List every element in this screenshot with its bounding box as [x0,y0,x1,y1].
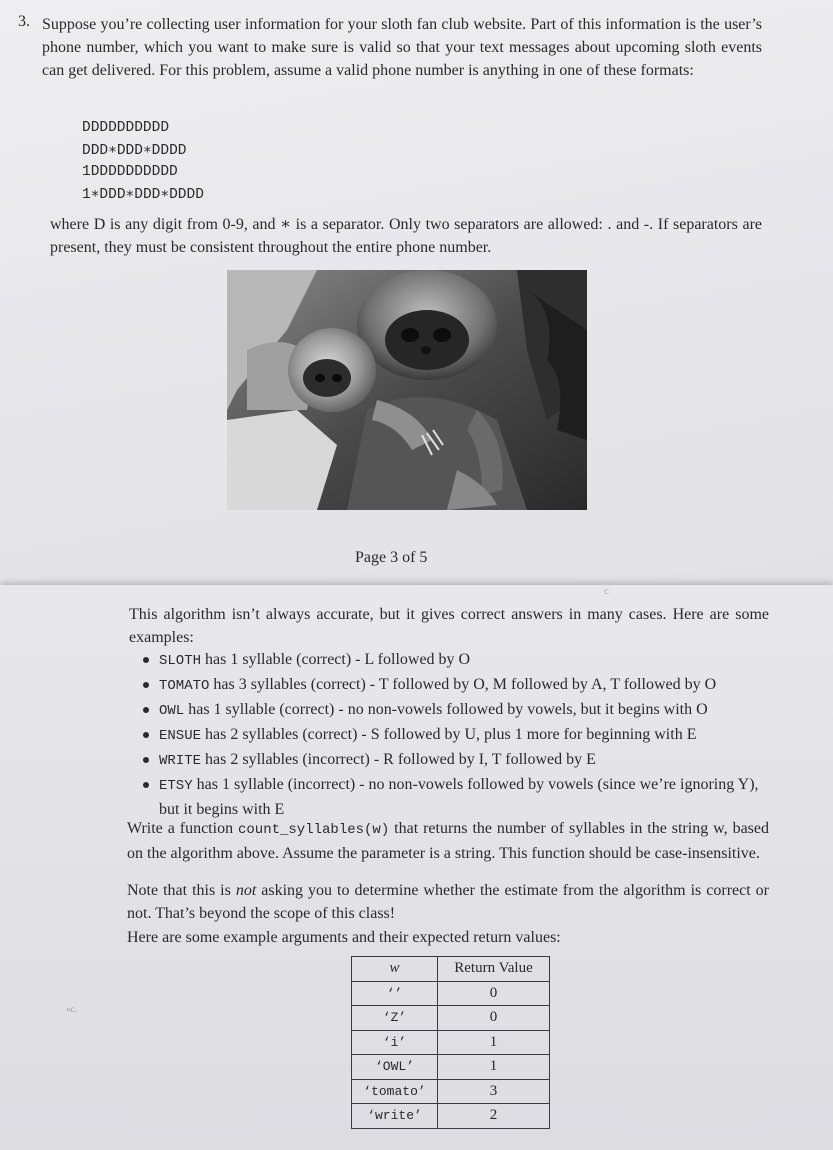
note-pre: Note that this is [127,882,236,899]
list-item [143,773,773,821]
pencil-mark: c [604,585,609,597]
table-row [352,1006,550,1031]
table-cell-arg: ‘’ [352,981,438,1006]
table-cell-value: 3 [438,1079,550,1104]
pencil-smudge: «c. [66,1004,77,1014]
table-cell-arg: ‘i’ [352,1030,438,1055]
bullet-icon [143,757,149,763]
table-cell-value: 1 [438,1030,550,1055]
example-desc: has 1 syllable (correct) - L followed by O [201,651,471,668]
task-text-pre: Write a function [127,820,238,837]
bullet-icon [143,782,149,788]
example-desc: has 2 syllables (incorrect) - R followed by I, T followed by E [201,751,596,768]
note [127,879,769,925]
list-item [143,748,773,773]
question-intro: Suppose you’re collecting user information for your sloth fan club website. Part of this information is the user’s phone number, which you want to make sure is valid so that your text messages about upcoming sloth events can get delivered. For this problem, assume a valid phone number is anything in one of these formats: [42,16,762,79]
sloth-photo-image [227,270,587,510]
examples-list [143,648,773,821]
example-word: WRITE [159,753,202,769]
example-word: ENSUE [159,728,202,744]
list-item [143,648,773,673]
table-row [352,981,550,1006]
bullet-icon [143,732,149,738]
table-cell-arg: ‘write’ [352,1104,438,1129]
sloth-photo [227,270,587,510]
bullet-icon [143,657,149,663]
return-values-table [351,956,550,1129]
table-cell-value: 0 [438,981,550,1006]
separator-rules: where D is any digit from 0-9, and ∗ is a separator. Only two separators are allowed: . and -. If separators are present, they must be consistent throughout the entire phone number. [50,216,762,256]
function-signature: count_syllables(w) [238,822,390,838]
format-line: 1∗DDD∗DDD∗DDDD [82,187,204,203]
example-desc: has 3 syllables (correct) - T followed by O, M followed by A, T followed by O [209,676,717,693]
task-description [127,817,769,865]
table-cell-arg: ‘OWL’ [352,1055,438,1080]
column-header-return: Return Value [438,957,550,982]
example-word: ETSY [159,778,193,794]
table-cell-arg: ‘Z’ [352,1006,438,1031]
task-text-post: that returns the number of syllables in the string w, based on the algorithm above. Assume the parameter is a string. This function should be case-insensitive. [127,820,770,862]
bullet-icon [143,707,149,713]
list-item [143,723,773,748]
table-cell-value: 2 [438,1104,550,1129]
example-desc: has 1 syllable (correct) - no non-vowels followed by vowels, but it begins with O [184,701,708,718]
format-line: DDD∗DDD∗DDDD [82,143,187,159]
table-header-row [352,957,550,982]
table-row [352,1030,550,1055]
table-cell-value: 0 [438,1006,550,1031]
example-word: OWL [159,703,185,719]
table-row [352,1104,550,1129]
column-header-w: w [352,957,438,982]
algorithm-intro: This algorithm isn’t always accurate, but it gives correct answers in many cases. Here are some examples: [129,606,769,646]
table-cell-value: 1 [438,1055,550,1080]
bullet-icon [143,682,149,688]
page-number: Page 3 of 5 [355,549,428,566]
table-cell-arg: ‘tomato’ [352,1079,438,1104]
table-row [352,1055,550,1080]
list-item [143,698,773,723]
examples-intro: Here are some example arguments and their expected return values: [127,929,561,946]
example-word: TOMATO [159,678,210,694]
format-line: DDDDDDDDDD [82,120,170,136]
list-item [143,673,773,698]
example-word: SLOTH [159,653,202,669]
format-line: 1DDDDDDDDDD [82,164,178,180]
question-number: 3. [18,13,30,30]
table-row [352,1079,550,1104]
note-emphasis: not [235,882,257,899]
example-desc: has 1 syllable (incorrect) - no non-vowels followed by vowels (since we’re ignoring Y), but it begins with E [159,776,759,818]
example-desc: has 2 syllables (correct) - S followed by U, plus 1 more for beginning with E [201,726,697,743]
note-post: asking you to determine whether the estimate from the algorithm is correct or not. That’s beyond the scope of this class! [127,882,769,922]
